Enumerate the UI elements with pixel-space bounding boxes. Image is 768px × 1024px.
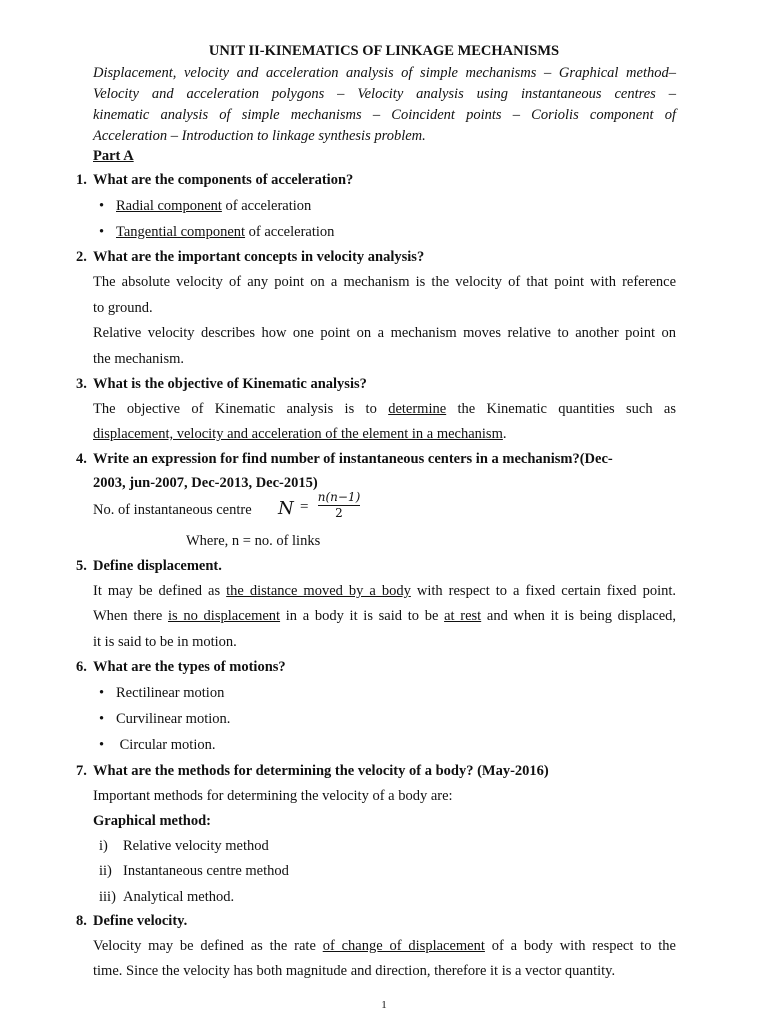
question-number: 2. xyxy=(76,249,87,265)
list-item xyxy=(99,736,215,754)
question-number: 1. xyxy=(76,172,87,188)
question-text: What are the types of motions? xyxy=(93,659,286,675)
underlined-term: displacement, velocity and acceleration of the element in a mechanism xyxy=(93,426,503,442)
answer-line: Important methods for determining the velocity of a body are: xyxy=(93,788,453,804)
answer-text: and when it is being displaced, xyxy=(481,608,677,624)
answer-line xyxy=(93,607,676,625)
syllabus-line-1: Displacement, velocity and acceleration analysis of simple mechanisms – Graphical method– xyxy=(93,65,676,81)
question-number: 8. xyxy=(76,913,87,929)
question-4-continued: 2003, jun-2007, Dec-2013, Dec-2015) xyxy=(93,475,318,491)
page-number: 1 xyxy=(381,999,387,1011)
bullet-icon: • xyxy=(99,224,105,240)
question-text: What are the methods for determining the velocity of a body? (May-2016) xyxy=(93,763,549,779)
answer-text: the Kinematic quantities such as xyxy=(446,401,676,417)
list-item xyxy=(99,684,224,702)
question-7 xyxy=(76,762,549,780)
list-item xyxy=(99,710,230,728)
underlined-term: the distance moved by a body xyxy=(226,583,411,599)
item-text: Relative velocity method xyxy=(123,838,269,854)
formula-label: No. of instantaneous centre xyxy=(93,502,252,518)
bullet-icon: • xyxy=(99,685,105,701)
formula-denominator: 2 xyxy=(335,506,343,520)
roman-numeral: i) xyxy=(99,838,108,854)
underlined-term: Tangential component xyxy=(116,224,246,240)
roman-numeral: ii) xyxy=(99,863,112,879)
list-item xyxy=(99,888,234,906)
question-5 xyxy=(76,557,222,575)
question-8 xyxy=(76,912,187,930)
question-text: What are the important concepts in velocity analysis? xyxy=(93,249,425,265)
bullet-icon: • xyxy=(99,737,105,753)
list-item xyxy=(99,837,269,855)
item-text: Instantaneous centre method xyxy=(123,863,289,879)
list-item xyxy=(99,862,289,880)
syllabus-line-4: Acceleration – Introduction to linkage synthesis problem. xyxy=(93,128,426,144)
answer-text: The objective of Kinematic analysis is to xyxy=(93,401,389,417)
question-number: 3. xyxy=(76,376,87,392)
answer-line xyxy=(93,937,676,955)
roman-numeral: iii) xyxy=(99,889,116,905)
formula-fraction xyxy=(316,489,362,520)
item-text: Curvilinear motion. xyxy=(116,711,231,727)
item-text: Circular motion. xyxy=(116,737,216,753)
question-text: What are the components of acceleration? xyxy=(93,172,354,188)
question-text: Write an expression for find number of instantaneous centers in a mechanism?(Dec- xyxy=(93,451,613,467)
underlined-term: at rest xyxy=(444,608,482,624)
answer-text: Velocity may be defined as the rate xyxy=(93,938,323,954)
answer-line xyxy=(93,400,676,418)
syllabus-line-2: Velocity and acceleration polygons – Velocity analysis using instantaneous centres – xyxy=(93,86,676,102)
answer-text: When there xyxy=(93,608,168,624)
item-text: of acceleration xyxy=(221,198,312,214)
question-6 xyxy=(76,658,286,676)
item-text: Rectilinear motion xyxy=(116,685,225,701)
unit-title: UNIT II-KINEMATICS OF LINKAGE MECHANISMS xyxy=(208,43,560,59)
list-item xyxy=(99,197,311,215)
formula-where: Where, n = no. of links xyxy=(186,533,321,549)
underlined-term: Radial component xyxy=(116,198,222,214)
underlined-term: determine xyxy=(388,401,447,417)
underlined-term: of change of displacement xyxy=(322,938,485,954)
answer-line xyxy=(93,425,506,443)
subheading-graphical: Graphical method: xyxy=(93,813,212,829)
question-number: 5. xyxy=(76,558,87,574)
answer-text: with respect to a fixed certain fixed point. xyxy=(410,583,676,599)
question-text: What is the objective of Kinematic analysis? xyxy=(93,376,367,392)
question-1 xyxy=(76,171,353,189)
question-number: 6. xyxy=(76,659,87,675)
answer-text: of a body with respect to the xyxy=(484,938,676,954)
answer-line: it is said to be in motion. xyxy=(93,634,237,650)
bullet-icon: • xyxy=(99,711,105,727)
question-number: 4. xyxy=(76,451,87,467)
bullet-icon: • xyxy=(99,198,105,214)
part-heading: Part A xyxy=(93,148,134,164)
answer-line: to ground. xyxy=(93,300,153,316)
question-2 xyxy=(76,248,424,266)
answer-text: It may be defined as xyxy=(93,583,227,599)
underlined-term: is no displacement xyxy=(168,608,281,624)
syllabus-line-3: kinematic analysis of simple mechanisms – Coincident points – Coriolis component of xyxy=(93,107,676,123)
formula-equals: = xyxy=(300,499,309,515)
answer-text: . xyxy=(502,426,507,442)
list-item xyxy=(99,223,334,241)
answer-text: in a body it is said to be xyxy=(280,608,445,624)
answer-line: time. Since the velocity has both magnitude and direction, therefore it is a vector quantity. xyxy=(93,963,616,979)
answer-line: Relative velocity describes how one point on a mechanism moves relative to another point on xyxy=(93,325,676,341)
question-3 xyxy=(76,375,367,393)
question-text: Define displacement. xyxy=(93,558,222,574)
item-text: of acceleration xyxy=(245,224,335,240)
formula-lhs: N xyxy=(278,498,294,519)
question-text: Define velocity. xyxy=(93,913,188,929)
question-number: 7. xyxy=(76,763,87,779)
answer-line: The absolute velocity of any point on a mechanism is the velocity of that point with reference xyxy=(93,274,676,290)
formula-numerator: n(n−1) xyxy=(317,490,361,504)
question-4 xyxy=(76,450,613,468)
answer-line: the mechanism. xyxy=(93,351,185,367)
item-text: Analytical method. xyxy=(123,889,235,905)
answer-line xyxy=(93,582,676,600)
